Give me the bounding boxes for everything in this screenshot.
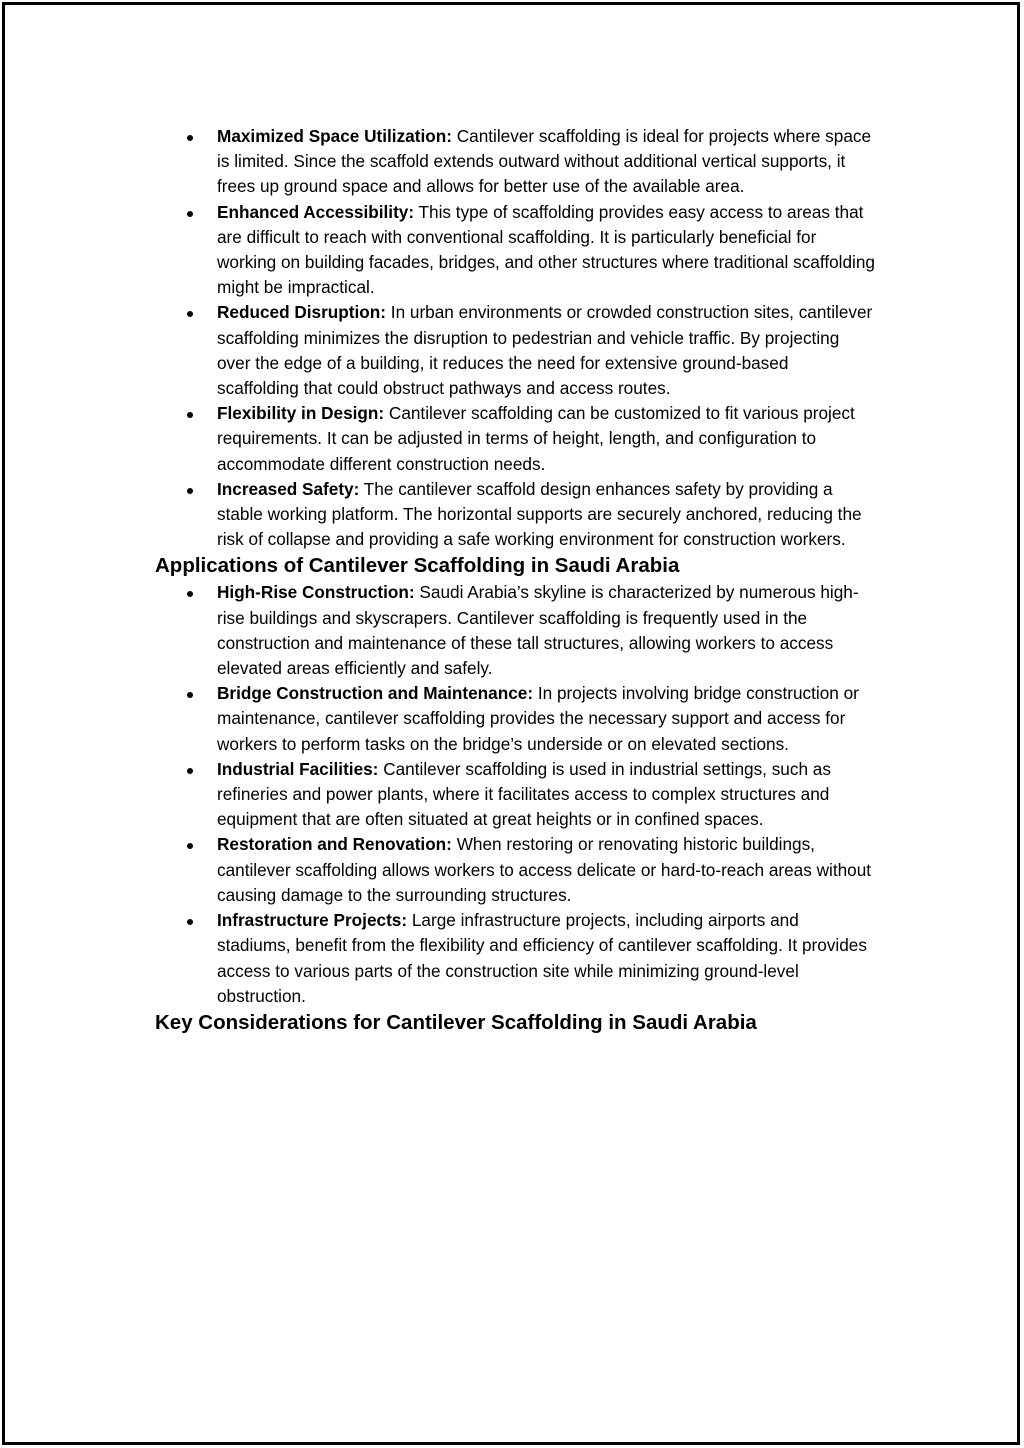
item-text: Cantilever scaffolding is used in industrial settings, such as refineries and power plants, where it facilitates access to complex structures and equipment that are often situated at great heights or in confined spaces.: [217, 758, 831, 830]
bullet-icon: [187, 311, 193, 317]
item-text: Saudi Arabia’s skyline is characterized by numerous high-rise buildings and skyscrapers. Cantilever scaffolding is frequently used in the construction and maintenance of these tall structures, allowing workers to access elevated areas efficiently and safely.: [217, 582, 859, 679]
item-text: This type of scaffolding provides easy access to areas that are difficult to reach with conventional scaffolding. It is particularly beneficial for working on building facades, bridges, and other structures where traditional scaffolding might be impractical.: [217, 201, 875, 298]
item-label: Industrial Facilities:: [217, 758, 379, 779]
list-item: [155, 300, 875, 401]
item-label: Enhanced Accessibility:: [217, 201, 415, 222]
item-text: The cantilever scaffold design enhances safety by providing a stable working platform. The horizontal supports are securely anchored, reducing the risk of collapse and providing a safe working environment for construction workers.: [217, 478, 862, 550]
list-item: [155, 757, 875, 833]
item-text: In projects involving bridge construction or maintenance, cantilever scaffolding provides the necessary support and access for workers to perform tasks on the bridge’s underside or on elevated sections.: [217, 683, 859, 754]
bullet-icon: [187, 919, 193, 925]
item-label: Bridge Construction and Maintenance:: [217, 683, 534, 704]
list-item: [155, 124, 875, 200]
bullet-icon: [187, 692, 193, 698]
item-label: Restoration and Renovation:: [217, 834, 452, 855]
item-text: Cantilever scaffolding is ideal for projects where space is limited. Since the scaffold extends outward without additional vertical supports, it frees up ground space and allows for better use of the available area.: [217, 126, 872, 197]
document-content: [155, 124, 875, 1037]
item-text: In urban environments or crowded construction sites, cantilever scaffolding minimizes the disruption to pedestrian and vehicle traffic. By projecting over the edge of a building, it reduces the need for extensive ground-based scaffolding that could obstruct pathways and access routes.: [217, 302, 873, 399]
list-item: [155, 681, 875, 757]
item-text: Cantilever scaffolding can be customized to fit various project requirements. It can be adjusted in terms of height, length, and configuration to accommodate different construction needs.: [217, 403, 855, 474]
item-text: Large infrastructure projects, including airports and stadiums, benefit from the flexibility and efficiency of cantilever scaffolding. It provides access to various parts of the construction site while minimizing ground-level obstruction.: [217, 910, 867, 1006]
bullet-icon: [187, 135, 193, 141]
list-item: [155, 401, 875, 477]
list-item: [155, 832, 875, 908]
item-label: Maximized Space Utilization:: [217, 126, 452, 146]
bullet-icon: [187, 843, 193, 849]
item-text: When restoring or renovating historic buildings, cantilever scaffolding allows workers to access delicate or hard-to-reach areas without causing damage to the surrounding structures.: [217, 834, 872, 905]
considerations-heading: Key Considerations for Cantilever Scaffolding in Saudi Arabia: [155, 1010, 757, 1034]
list-item: [155, 580, 875, 681]
applications-list: [155, 580, 875, 1008]
bullet-icon: [187, 412, 193, 418]
bullet-icon: [187, 591, 193, 597]
bullet-icon: [187, 211, 193, 217]
applications-heading: Applications of Cantilever Scaffolding in Saudi Arabia: [155, 554, 680, 578]
list-item: [155, 908, 875, 1009]
benefits-list: [155, 124, 875, 552]
bullet-icon: [187, 768, 193, 774]
list-item: [155, 477, 875, 553]
item-label: High-Rise Construction:: [217, 582, 415, 603]
list-item: [155, 200, 875, 301]
bullet-icon: [187, 488, 193, 494]
item-label: Reduced Disruption:: [217, 302, 387, 323]
item-label: Flexibility in Design:: [217, 403, 385, 424]
item-label: Increased Safety:: [217, 478, 360, 499]
item-label: Infrastructure Projects:: [217, 910, 408, 931]
